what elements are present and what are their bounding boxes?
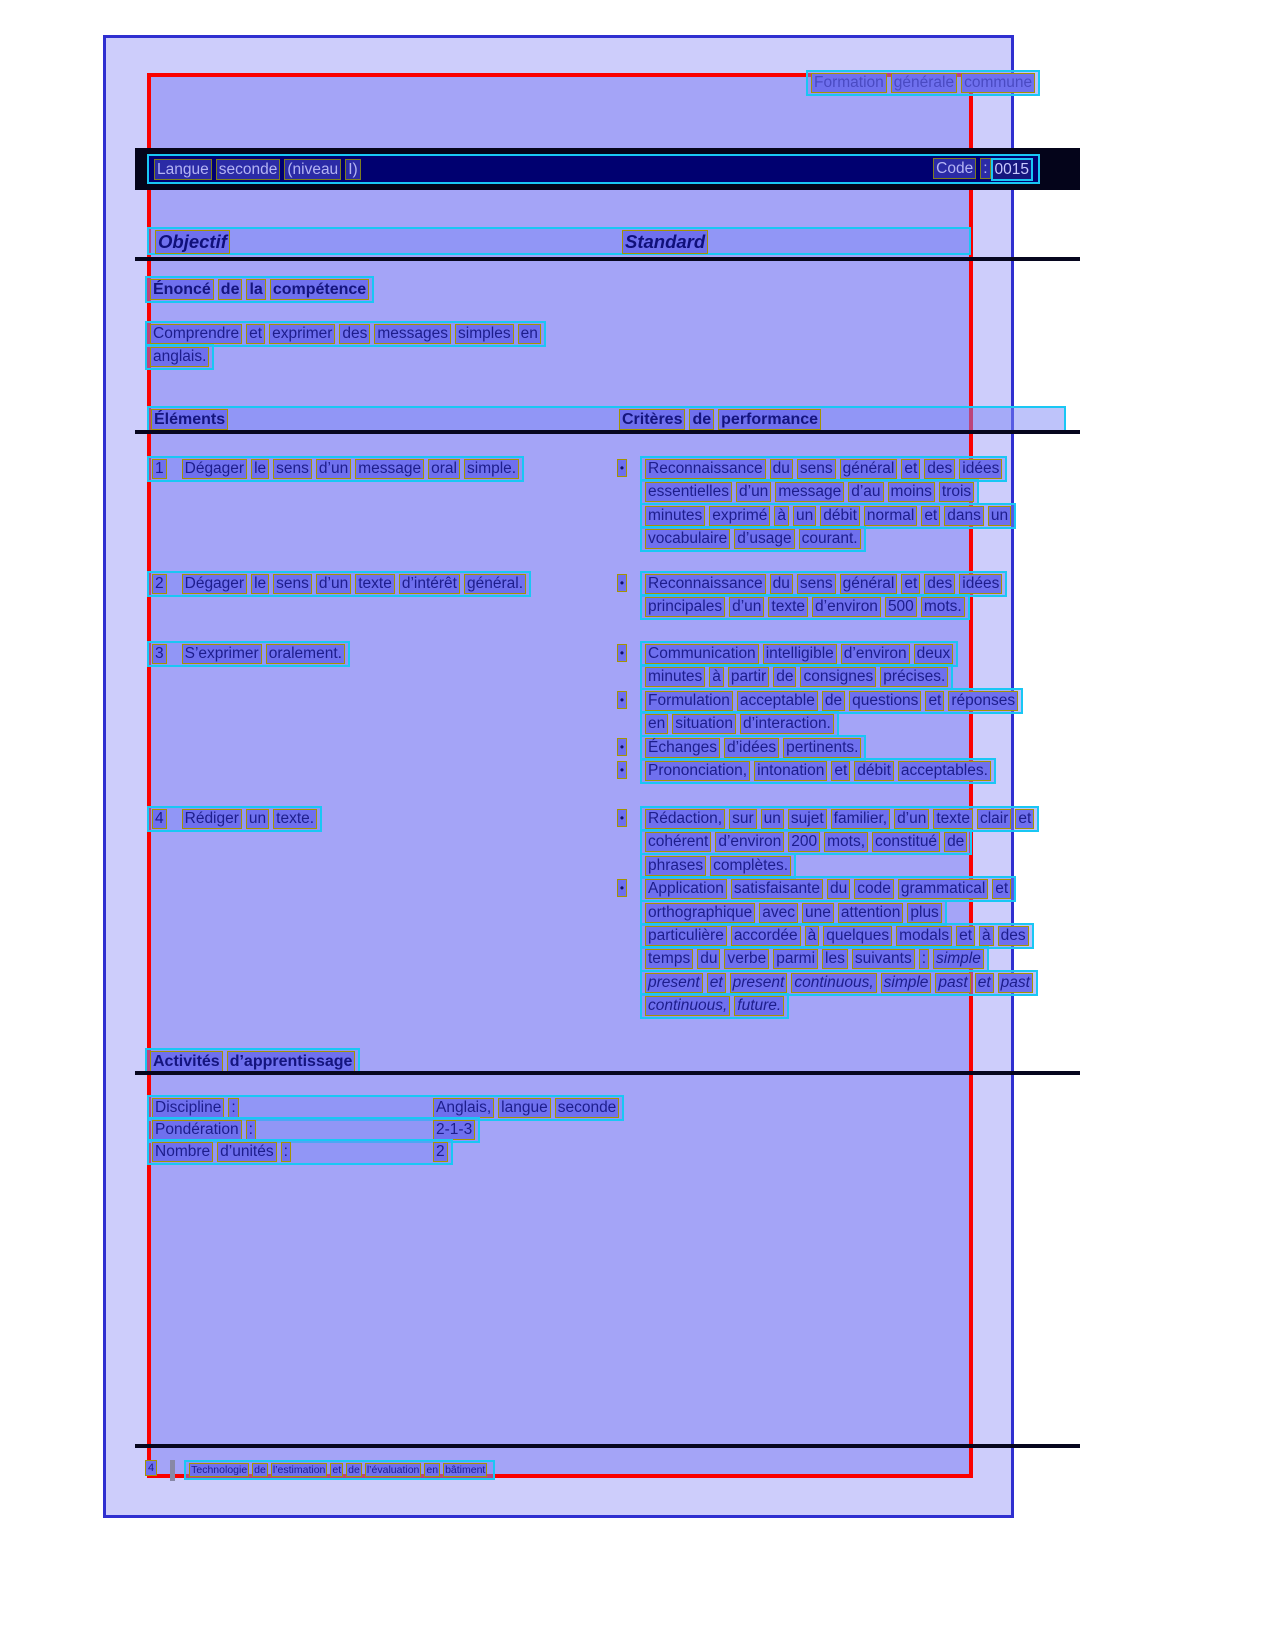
criterion-line — [617, 479, 1016, 502]
ocr-word: normal — [864, 506, 917, 526]
ocr-word: I) — [345, 159, 360, 180]
ocr-word: temps — [645, 949, 693, 969]
ocr-word: continuous, — [791, 973, 876, 993]
bullet-cell — [617, 900, 640, 903]
ocr-word: texte — [355, 574, 395, 594]
ocr-word: courant. — [799, 529, 861, 549]
ocr-word: langue — [498, 1098, 551, 1118]
ocr-word: Dégager — [182, 574, 247, 594]
criterion-line — [617, 571, 1007, 594]
ocr-word: d’intérêt — [399, 574, 460, 594]
bullet-cell — [617, 923, 640, 926]
ocr-word: 1 — [152, 459, 167, 479]
bullet-cell — [617, 876, 640, 897]
ocr-word: d’un — [736, 482, 771, 502]
ocr-word: mots, — [824, 832, 868, 852]
ocr-word: débit — [854, 761, 894, 781]
section-divider — [135, 1444, 1080, 1448]
ocr-word: moins — [888, 482, 935, 502]
bullet-cell — [617, 970, 640, 973]
bullet-cell — [617, 993, 640, 996]
ocr-word: : — [228, 1098, 238, 1118]
criteria-cell — [617, 806, 1039, 1017]
ocr-word: Rédaction, — [645, 809, 725, 829]
ocr-word: d’environ — [841, 644, 910, 664]
criterion-line — [617, 688, 1023, 711]
ocr-word: de — [254, 1464, 266, 1476]
ocr-word: simple. — [464, 459, 519, 479]
ocr-word: du — [770, 574, 793, 594]
criterion-line — [617, 711, 1023, 734]
ocr-word: l’estimation — [272, 1464, 326, 1476]
ocr-word: situation — [672, 714, 736, 734]
ocr-word: orthographique — [645, 903, 755, 923]
ocr-word: sens — [797, 459, 836, 479]
ocr-word: et — [975, 973, 994, 993]
ocr-word: d’un — [729, 597, 764, 617]
element-cell — [147, 571, 531, 597]
ocr-word: modals — [896, 926, 952, 946]
bullet-icon: • — [617, 738, 627, 756]
ocr-word: d’un — [894, 809, 929, 829]
ocr-word: le — [251, 459, 269, 479]
ocr-word: 500 — [885, 597, 917, 617]
ocr-word: et — [831, 761, 850, 781]
ocr-word: Pondération — [152, 1120, 242, 1140]
bullet-cell — [617, 526, 640, 529]
info-row — [147, 1095, 624, 1117]
ocr-word: en — [518, 324, 541, 344]
ocr-word: et — [956, 926, 975, 946]
ocr-word: commune — [961, 73, 1035, 93]
info-row — [147, 1117, 480, 1139]
code-value: 0015 — [991, 158, 1033, 181]
bullet-cell — [617, 571, 640, 592]
ocr-word: et — [921, 506, 940, 526]
criterion-line — [617, 641, 1023, 664]
ocr-word: : — [980, 158, 990, 179]
element-cell — [147, 641, 350, 667]
ocr-word: Prononciation, — [645, 761, 750, 781]
ocr-word: réponses — [948, 691, 1018, 711]
ocr-word: simples — [455, 324, 514, 344]
ocr-word: constitué — [872, 832, 940, 852]
ocr-word: past — [998, 973, 1033, 993]
ocr-word: intelligible — [763, 644, 837, 664]
criteria-cell — [617, 456, 1016, 550]
criterion-line — [617, 664, 1023, 687]
ocr-word: sens — [273, 459, 312, 479]
bullet-cell — [617, 946, 640, 949]
ocr-word: minutes — [645, 667, 705, 687]
ocr-word: à — [709, 667, 724, 687]
info-label — [152, 1120, 433, 1140]
bullet-cell — [617, 711, 640, 714]
ocr-word: seconde — [216, 159, 281, 180]
bullet-cell — [617, 479, 640, 482]
criterion-line — [617, 503, 1016, 526]
ocr-word: à — [774, 506, 789, 526]
ocr-word: past — [935, 973, 970, 993]
ocr-word: la — [246, 279, 265, 300]
ocr-word: général. — [464, 574, 526, 594]
criterion-line — [617, 876, 1039, 899]
ocr-word: de — [773, 667, 796, 687]
ocr-word: un — [793, 506, 816, 526]
ocr-word: vocabulaire — [645, 529, 730, 549]
ocr-word: texte — [933, 809, 973, 829]
element-cell — [147, 806, 322, 832]
ocr-word: et — [332, 1464, 342, 1476]
ocr-word: Discipline — [152, 1098, 224, 1118]
elements-table — [147, 0, 1066, 1651]
bullet-icon: • — [617, 574, 627, 592]
ocr-word: général — [840, 459, 898, 479]
ocr-word: acceptables. — [898, 761, 991, 781]
ocr-word: oralement. — [266, 644, 345, 664]
criterion-line — [617, 456, 1016, 479]
ocr-word: sujet — [788, 809, 827, 829]
ocr-word: Code — [933, 158, 976, 179]
ocr-word: Activités — [150, 1051, 223, 1072]
ocr-word: partir — [728, 667, 769, 687]
ocr-word: dans — [944, 506, 984, 526]
ocr-word: anglais. — [150, 347, 209, 367]
ocr-word: message — [775, 482, 844, 502]
ocr-word: d’un — [316, 574, 351, 594]
ocr-word: Reconnaissance — [645, 459, 766, 479]
criteria-cell — [617, 571, 1007, 618]
ocr-word: en — [645, 714, 668, 734]
ocr-word: cohérent — [645, 832, 711, 852]
ocr-word: et — [707, 973, 726, 993]
ocr-word: Échanges — [645, 738, 720, 758]
ocr-word: suivants — [852, 949, 915, 969]
ocr-word: de — [218, 279, 243, 300]
ocr-word: oral — [428, 459, 460, 479]
ocr-word: messages — [374, 324, 451, 344]
ocr-word: des — [924, 459, 955, 479]
ocr-word: et — [901, 459, 920, 479]
ocr-word: future. — [734, 996, 784, 1016]
page-footer — [145, 1460, 495, 1481]
program-name — [184, 1460, 495, 1480]
ocr-word: du — [827, 879, 850, 899]
ocr-word: du — [697, 949, 720, 969]
ocr-word: exprimer — [269, 324, 335, 344]
ocr-word: attention — [838, 903, 903, 923]
ocr-word: phrases — [645, 856, 706, 876]
ocr-word: 2 — [433, 1142, 448, 1162]
ocr-word: Rédiger — [182, 809, 242, 829]
criterion-line — [617, 993, 1039, 1016]
bullet-cell — [617, 829, 640, 832]
ocr-word: texte. — [273, 809, 317, 829]
ocr-word: et — [925, 691, 944, 711]
criteria-cell — [617, 641, 1023, 781]
ocr-word: 2-1-3 — [433, 1120, 475, 1140]
info-label — [152, 1098, 433, 1118]
criterion-line — [617, 829, 1039, 852]
ocr-word: de — [689, 409, 714, 430]
ocr-word: Formation — [811, 73, 887, 93]
bullet-icon: • — [617, 691, 627, 709]
ocr-word: un — [246, 809, 269, 829]
ocr-word: sur — [729, 809, 757, 829]
bullet-cell — [617, 806, 640, 827]
bullet-cell — [617, 664, 640, 667]
criterion-line — [617, 970, 1039, 993]
ocr-word: simple — [881, 973, 932, 993]
ocr-word: un — [761, 809, 784, 829]
ocr-word: grammatical — [898, 879, 988, 899]
ocr-word: mots. — [921, 597, 965, 617]
ocr-word: seconde — [555, 1098, 620, 1118]
ocr-word: les — [822, 949, 848, 969]
ocr-word: 3 — [152, 644, 167, 664]
ocr-word: minutes — [645, 506, 705, 526]
ocr-word: d’environ — [812, 597, 881, 617]
ocr-word: des — [339, 324, 370, 344]
ocr-word: Dégager — [182, 459, 247, 479]
ocr-word: Reconnaissance — [645, 574, 766, 594]
ocr-word: générale — [891, 73, 957, 93]
ocr-word: et — [992, 879, 1011, 899]
ocr-word: 2 — [152, 574, 167, 594]
page-number: 4 — [145, 1460, 157, 1476]
ocr-word: Technologie — [191, 1464, 248, 1476]
ocr-word: en — [426, 1464, 439, 1476]
criterion-line — [617, 806, 1039, 829]
ocr-word: particulière — [645, 926, 727, 946]
ocr-word: pertinents. — [783, 738, 861, 758]
ocr-word: compétence — [270, 279, 369, 300]
ocr-word: d’usage — [734, 529, 794, 549]
element-cell — [147, 456, 524, 482]
ocr-word: (niveau — [284, 159, 341, 180]
ocr-word: à — [805, 926, 820, 946]
ocr-word: clair — [977, 809, 1011, 829]
criterion-line — [617, 946, 1039, 969]
ocr-word: parmi — [773, 949, 818, 969]
ocr-word: familier, — [831, 809, 890, 829]
ocr-word: d’au — [848, 482, 883, 502]
ocr-word: d’un — [316, 459, 351, 479]
ocr-word: essentielles — [645, 482, 732, 502]
criterion-line — [617, 900, 1039, 923]
ocr-word: questions — [849, 691, 921, 711]
ocr-word: et — [246, 324, 265, 344]
ocr-word: Énoncé — [150, 279, 214, 300]
criterion-line — [617, 594, 1007, 617]
ocr-word: et — [1015, 809, 1034, 829]
ocr-word: Application — [645, 879, 727, 899]
ocr-word: du — [770, 459, 793, 479]
ocr-word: idées — [959, 459, 1002, 479]
ocr-word: principales — [645, 597, 725, 617]
ocr-word: acceptable — [737, 691, 818, 711]
ocr-word: intonation — [754, 761, 827, 781]
ocr-word: accordée — [731, 926, 801, 946]
ocr-word: l’évaluation — [366, 1464, 420, 1476]
bullet-cell — [617, 735, 640, 756]
ocr-word: des — [924, 574, 955, 594]
ocr-word: précises. — [880, 667, 948, 687]
ocr-word: sens — [273, 574, 312, 594]
ocr-word: le — [251, 574, 269, 594]
ocr-word: present — [645, 973, 703, 993]
ocr-word: code — [854, 879, 894, 899]
criterion-line — [617, 853, 1039, 876]
bullet-cell — [617, 688, 640, 709]
ocr-word: plus — [907, 903, 941, 923]
bullet-cell — [617, 853, 640, 856]
bullet-icon: • — [617, 809, 627, 827]
ocr-word: Objectif — [155, 230, 230, 254]
ocr-word: 200 — [788, 832, 820, 852]
ocr-word: consignes — [800, 667, 876, 687]
ocr-word: complètes. — [710, 856, 791, 876]
bullet-cell — [617, 758, 640, 779]
bullet-icon: • — [617, 761, 627, 779]
footer-separator-bar — [170, 1460, 175, 1481]
ocr-word: Nombre — [152, 1142, 213, 1162]
ocr-word: message — [355, 459, 424, 479]
ocr-word: Communication — [645, 644, 759, 664]
bullet-cell — [617, 456, 640, 477]
ocr-word: d’apprentissage — [227, 1051, 356, 1072]
ocr-word: sens — [797, 574, 836, 594]
ocr-word: trois — [939, 482, 974, 502]
info-row — [147, 1139, 453, 1161]
ocr-word: verbe — [724, 949, 769, 969]
ocr-word: d’interaction. — [740, 714, 834, 734]
bullet-icon: • — [617, 644, 627, 662]
criterion-line — [617, 526, 1016, 549]
bullet-cell — [617, 641, 640, 662]
bullet-icon: • — [617, 459, 627, 477]
ocr-word: de — [944, 832, 967, 852]
ocr-word: Formulation — [645, 691, 733, 711]
ocr-word: performance — [718, 409, 821, 430]
bullet-icon: • — [617, 879, 627, 897]
info-label — [152, 1142, 433, 1162]
ocr-word: débit — [820, 506, 860, 526]
ocr-word: une — [802, 903, 834, 923]
ocr-word: Critères — [619, 409, 685, 430]
ocr-word: Comprendre — [150, 324, 242, 344]
ocr-word: exprimé — [709, 506, 770, 526]
ocr-word: Langue — [154, 159, 212, 180]
ocr-word: simple — [933, 949, 984, 969]
bullet-cell — [617, 503, 640, 506]
ocr-word: et — [901, 574, 920, 594]
ocr-word: à — [979, 926, 994, 946]
ocr-word: bâtiment — [445, 1464, 486, 1476]
bullet-cell — [617, 594, 640, 597]
ocr-word: satisfaisante — [731, 879, 823, 899]
ocr-word: continuous, — [645, 996, 730, 1016]
ocr-word: général — [840, 574, 898, 594]
ocr-word: present — [730, 973, 788, 993]
ocr-word: S’exprimer — [182, 644, 262, 664]
ocr-word: d’environ — [715, 832, 784, 852]
section-divider — [135, 1071, 1080, 1075]
ocr-word: texte — [768, 597, 808, 617]
criterion-line — [617, 758, 1023, 781]
ocr-word: avec — [759, 903, 798, 923]
ocr-word: des — [998, 926, 1029, 946]
ocr-word: 4 — [152, 809, 167, 829]
ocr-word: Éléments — [151, 409, 228, 430]
ocr-word: un — [988, 506, 1011, 526]
ocr-word: d’unités — [217, 1142, 276, 1162]
ocr-word: : — [246, 1120, 256, 1140]
criterion-line — [617, 923, 1039, 946]
ocr-word: idées — [959, 574, 1002, 594]
ocr-word: d’idées — [724, 738, 779, 758]
ocr-word: de — [822, 691, 845, 711]
ocr-word: : — [281, 1142, 291, 1162]
ocr-word: : — [919, 949, 929, 969]
ocr-word: Anglais, — [433, 1098, 494, 1118]
ocr-word: de — [348, 1464, 360, 1476]
ocr-word: quelques — [823, 926, 892, 946]
criterion-line — [617, 735, 1023, 758]
ocr-word: deux — [914, 644, 954, 664]
ocr-word: Standard — [622, 230, 708, 254]
